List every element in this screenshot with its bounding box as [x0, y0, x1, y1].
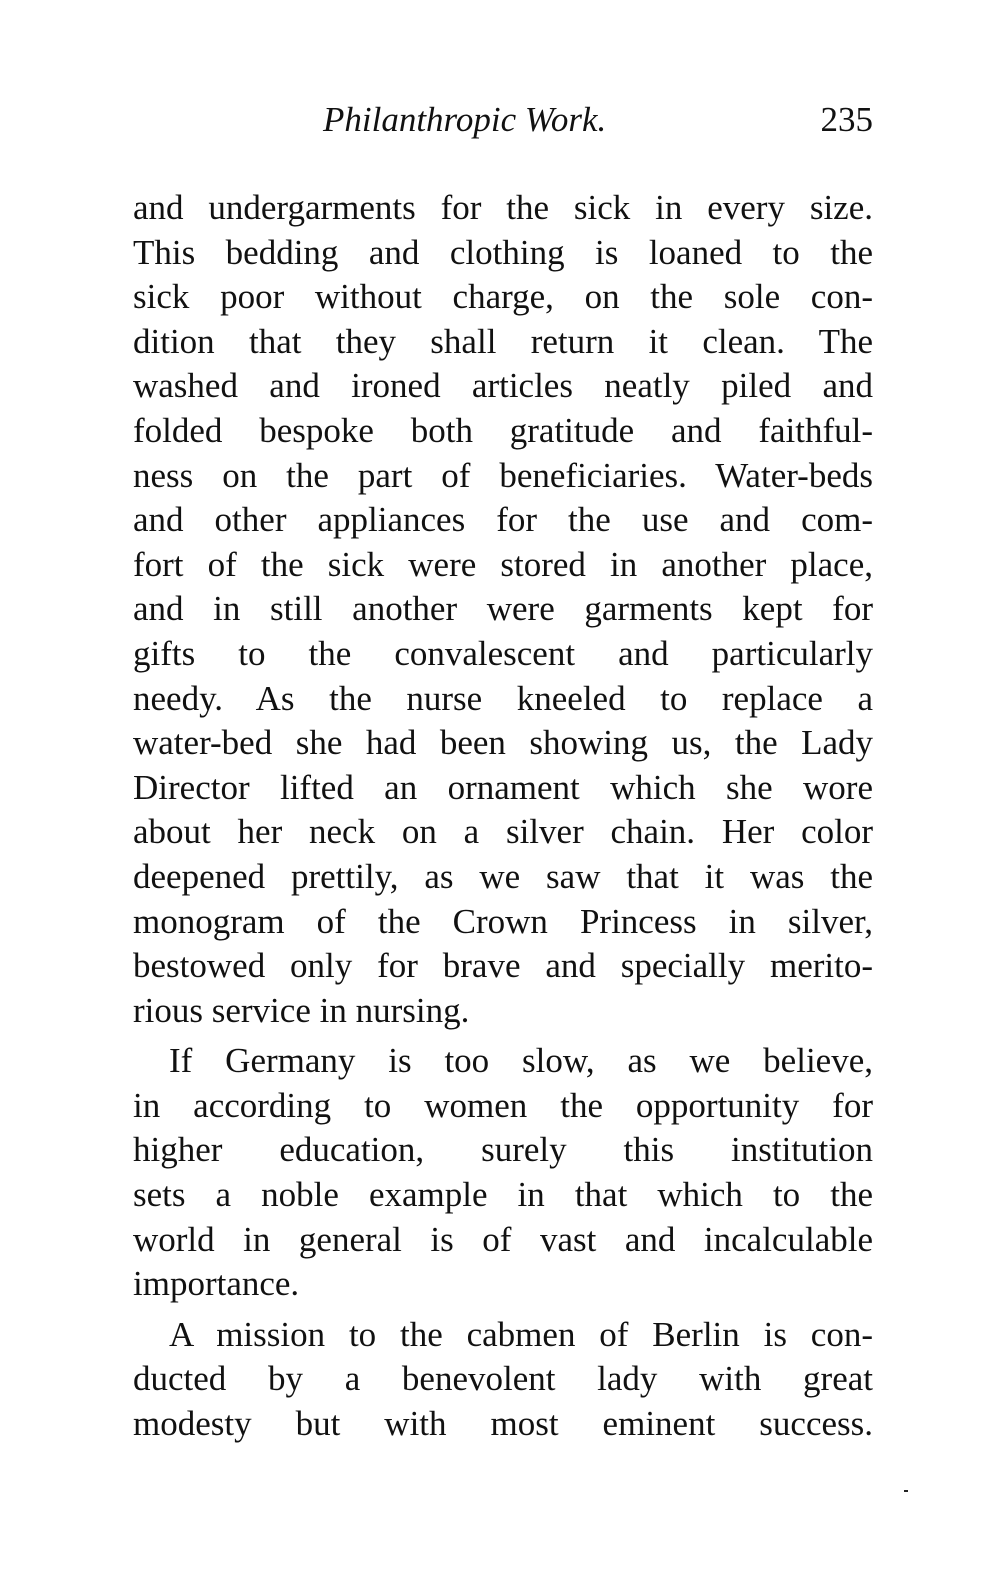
text-line: washed and ironed articles neatly piled and	[133, 366, 873, 406]
text-line: modesty but with most eminent success.	[133, 1404, 873, 1444]
text-line: in according to women the opportunity for	[133, 1085, 873, 1125]
page-number: 235	[820, 100, 873, 139]
print-mark	[904, 1490, 908, 1492]
text-line: sets a noble example in that which to the	[133, 1175, 873, 1215]
text-line: and in still another were garments kept for	[133, 589, 873, 629]
page-header	[133, 100, 873, 150]
text-line: A mission to the cabmen of Berlin is con-	[169, 1314, 873, 1354]
text-line: and undergarments for the sick in every size.	[133, 188, 873, 227]
body-text	[133, 186, 873, 1447]
text-line: needy. As the nurse kneeled to replace a	[133, 678, 873, 718]
text-line: about her neck on a silver chain. Her color	[133, 812, 873, 852]
text-line: ducted by a benevolent lady with great	[133, 1359, 873, 1399]
text-line: gifts to the convalescent and particularly	[133, 633, 873, 673]
text-line: monogram of the Crown Princess in silver,	[133, 901, 873, 941]
paragraph-3	[133, 1313, 873, 1447]
text-line: water-bed she had been showing us, the Lady	[133, 723, 873, 763]
text-line: ness on the part of beneficiaries. Water-beds	[133, 455, 873, 495]
paragraph-2	[133, 1039, 873, 1307]
text-line: This bedding and clothing is loaned to the	[133, 232, 873, 272]
text-line: sick poor without charge, on the sole con-	[133, 277, 873, 317]
paragraph-1	[133, 186, 873, 1033]
running-title: Philanthropic Work.	[323, 100, 607, 139]
text-line: and other appliances for the use and com-	[133, 500, 873, 540]
text-line: deepened prettily, as we saw that it was the	[133, 856, 873, 896]
text-line: fort of the sick were stored in another place,	[133, 544, 873, 584]
text-line: rious service in nursing.	[133, 990, 470, 1030]
text-line: Director lifted an ornament which she wore	[133, 767, 873, 807]
text-line: folded bespoke both gratitude and faithful-	[133, 410, 873, 450]
text-line: importance.	[133, 1264, 300, 1304]
text-line: higher education, surely this institution	[133, 1130, 873, 1170]
text-line: If Germany is too slow, as we believe,	[169, 1041, 873, 1081]
text-line: bestowed only for brave and specially merito-	[133, 946, 873, 986]
text-line: world in general is of vast and incalculable	[133, 1219, 873, 1259]
text-line: dition that they shall return it clean. The	[133, 321, 873, 361]
